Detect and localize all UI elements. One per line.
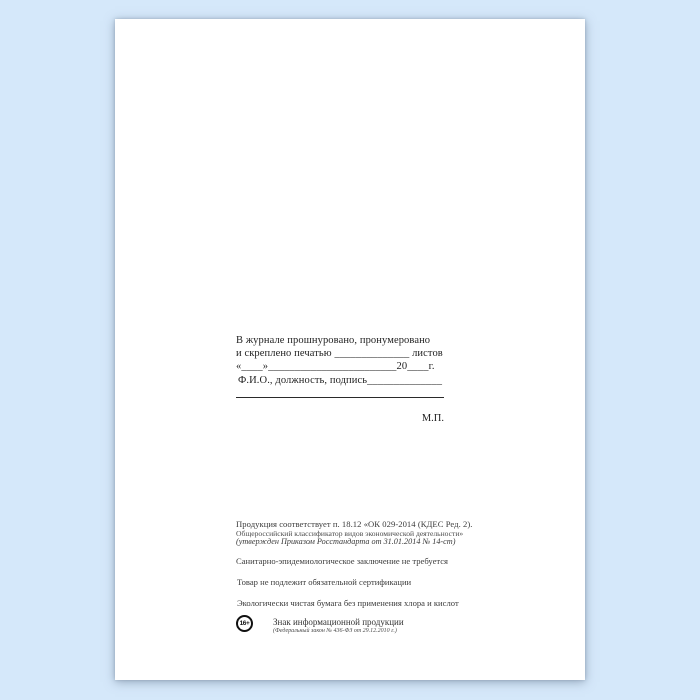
age-mark-text bbox=[273, 617, 404, 634]
binding-line-2: и скреплено печатью ______________ листов bbox=[236, 348, 443, 360]
age-mark-label: Знак информационной продукции bbox=[273, 617, 404, 627]
binding-certification-block bbox=[236, 334, 445, 424]
age-16plus-icon: 16+ bbox=[236, 615, 253, 632]
sanitary-statement: Санитарно-эпидемиологическое заключение не требуется bbox=[236, 556, 449, 566]
binding-line-4-signature: Ф.И.О., должность, подпись______________ bbox=[238, 374, 443, 386]
classifier-line-2: Общероссийский классификатор видов экономической деятельности» bbox=[236, 529, 464, 538]
certification-statement: Товар не подлежит обязательной сертификации bbox=[237, 577, 412, 587]
journal-back-page bbox=[115, 19, 585, 680]
stamp-place-label: М.П. bbox=[421, 412, 444, 424]
binding-line-3-date: «____»________________________20____г. bbox=[236, 361, 435, 373]
signature-rule bbox=[236, 397, 444, 398]
age-mark-row bbox=[236, 615, 404, 634]
binding-line-1: В журнале прошнуровано, пронумеровано bbox=[236, 335, 431, 346]
eco-paper-statement: Экологически чистая бумага без применения хлора и кислот bbox=[237, 598, 459, 608]
age-mark-law: (Федеральный закон № 436-ФЗ от 29.12.2010 г.) bbox=[273, 628, 397, 634]
classifier-line-3: (утвержден Приказом Росстандарта от 31.01.2014 № 14-ст) bbox=[236, 537, 456, 546]
classifier-line-1: Продукция соответствует п. 18.12 «ОК 029-2014 (КДЕС Ред. 2). bbox=[236, 519, 473, 529]
